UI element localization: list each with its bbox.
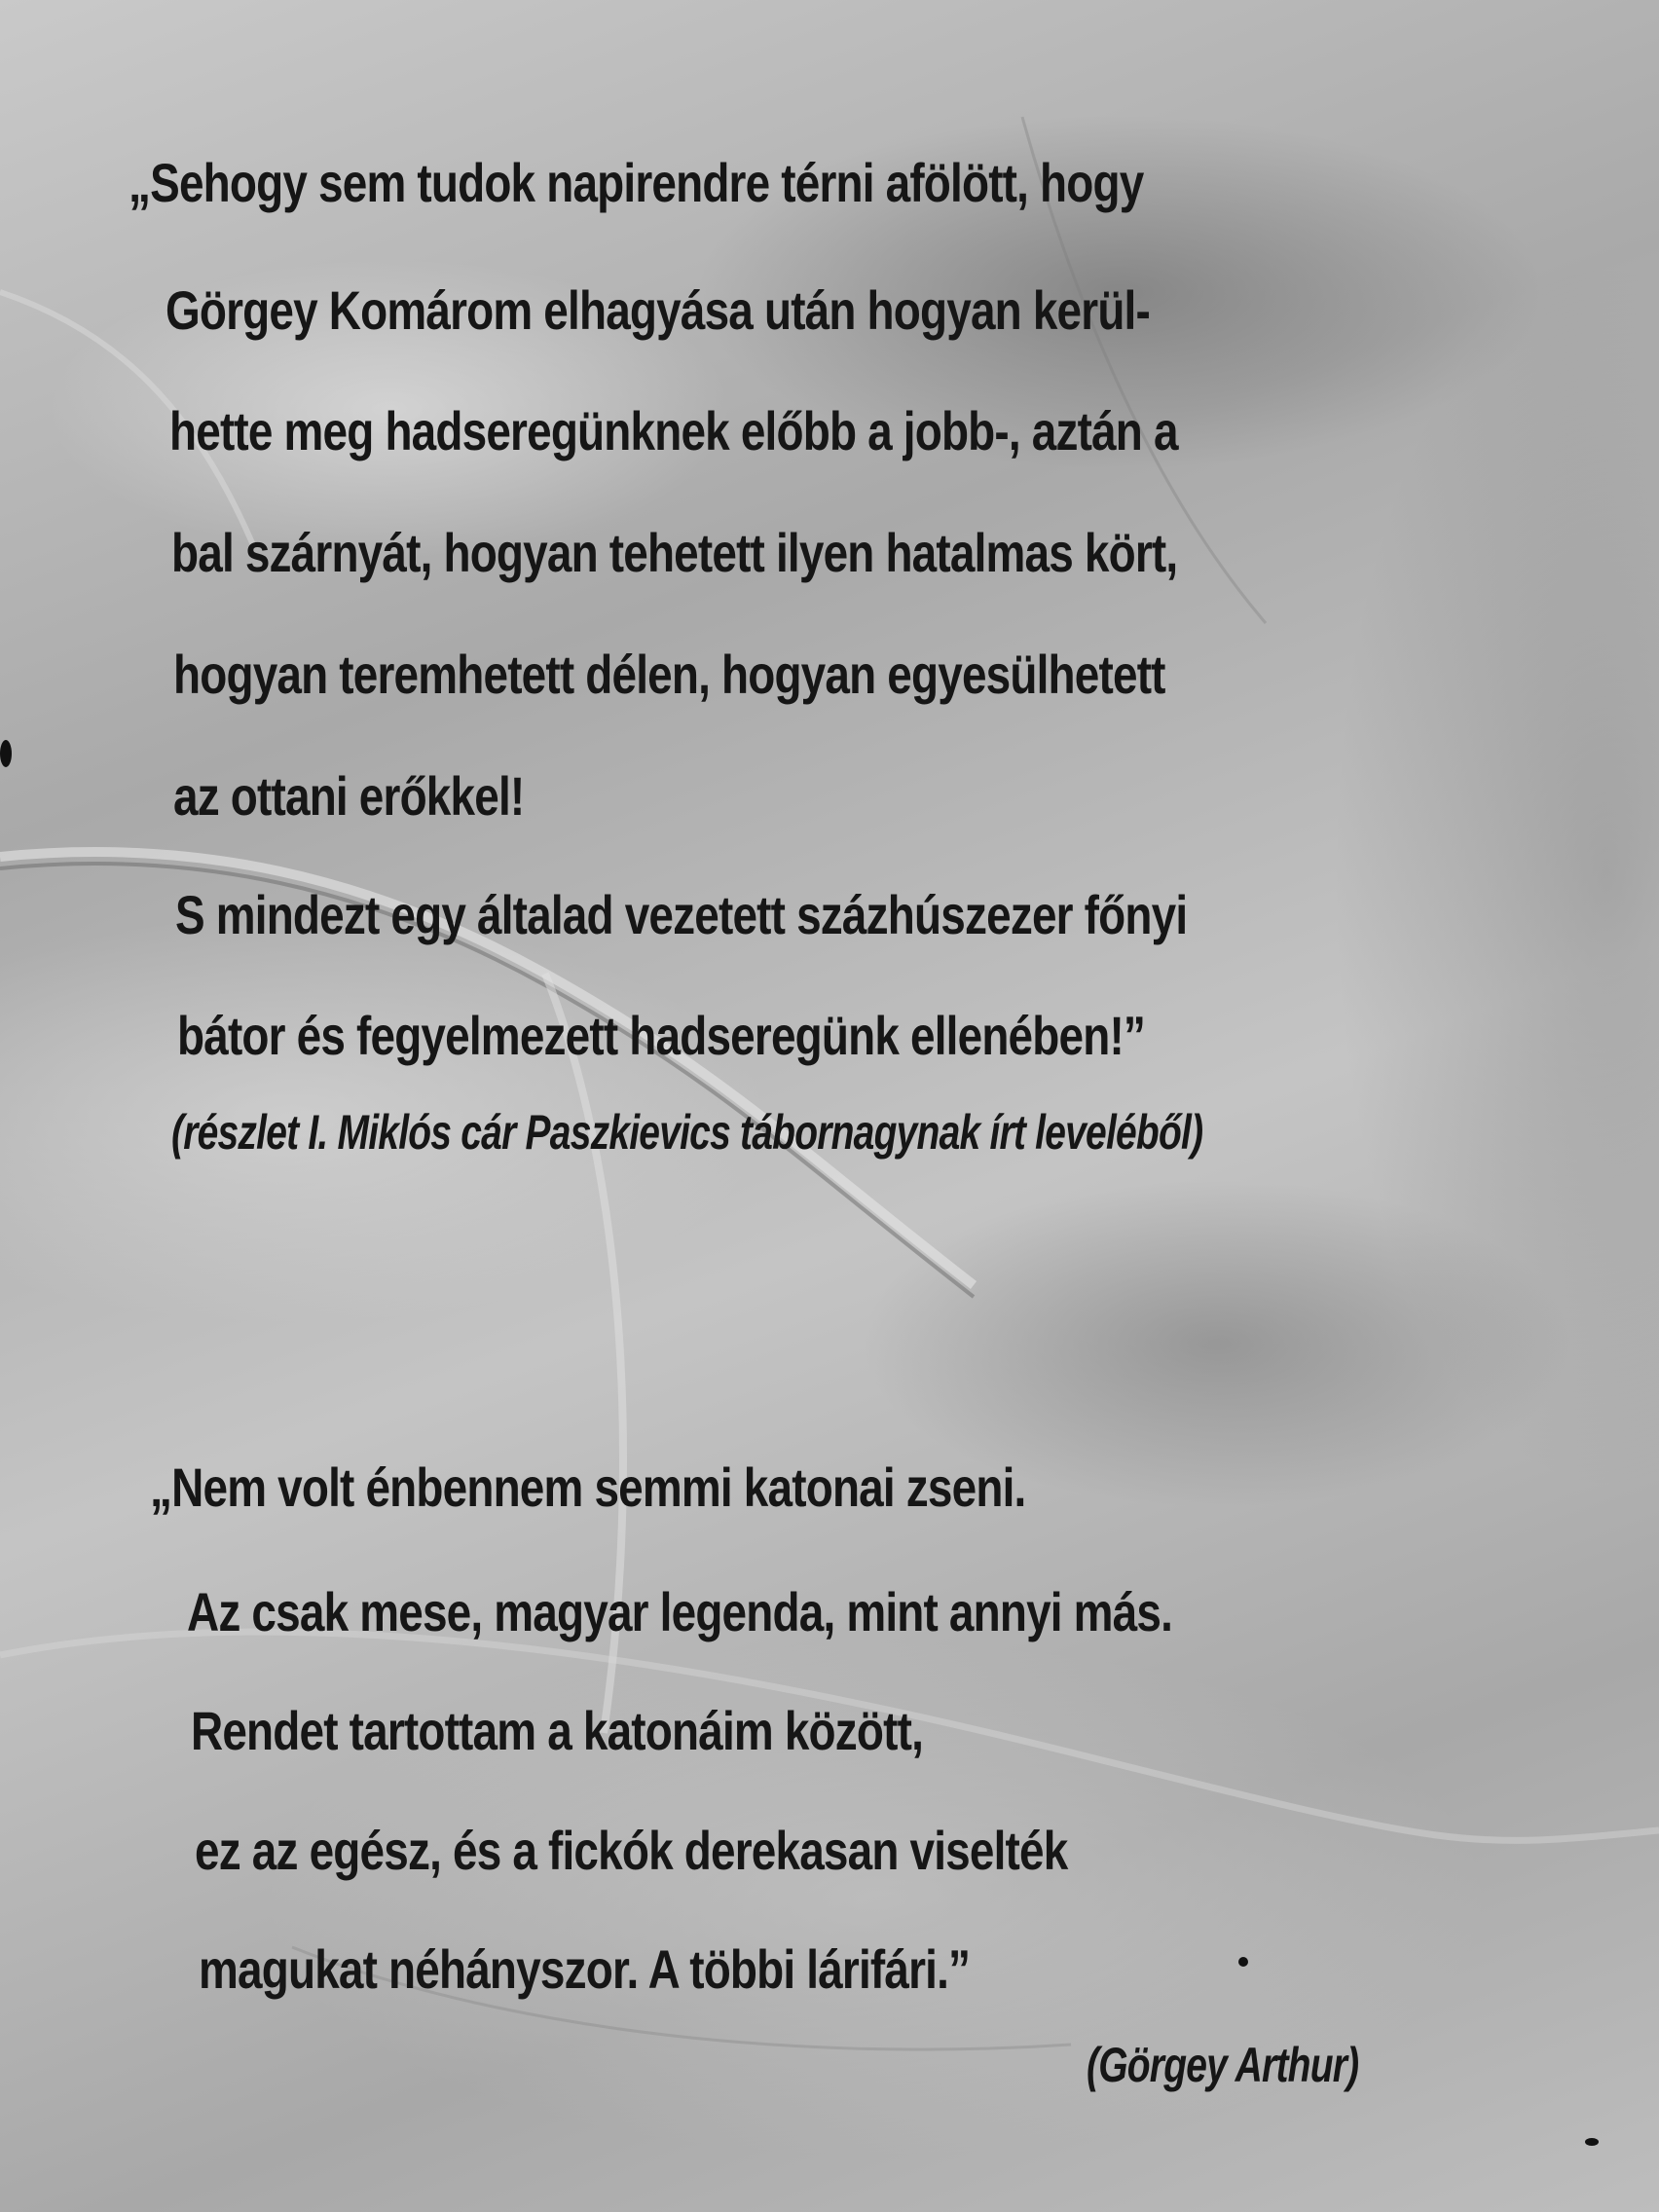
quote-attribution: (Görgey Arthur) xyxy=(1087,2038,1359,2092)
quote-line: Az csak mese, magyar legenda, mint annyi más. xyxy=(187,1581,1173,1642)
scan-speck xyxy=(1238,1957,1248,1967)
quote-line: magukat néhányszor. A többi lárifári.” xyxy=(199,1938,971,2000)
quote-attribution: (részlet I. Miklós cár Paszkievics tábornagynak írt leveléből) xyxy=(171,1105,1203,1160)
quote-line: az ottani erőkkel! xyxy=(173,765,525,827)
scan-speck xyxy=(1585,2138,1599,2146)
quote-line: hette meg hadseregünknek előbb a jobb-, aztán a xyxy=(169,400,1178,461)
quote-line: ez az egész, és a fickók derekasan viselték xyxy=(195,1820,1068,1881)
quote-line: S mindezt egy általad vezetett százhúszezer főnyi xyxy=(175,884,1188,945)
quote-line: Rendet tartottam a katonáim között, xyxy=(191,1700,924,1761)
quote-line: Görgey Komárom elhagyása után hogyan kerül- xyxy=(166,279,1150,341)
scan-speck xyxy=(0,740,12,767)
quote-line: „Sehogy sem tudok napirendre térni afölött, hogy xyxy=(129,152,1144,213)
quote-line: bal szárnyát, hogyan tehetett ilyen hatalmas kört, xyxy=(171,522,1178,583)
quote-line: bátor és fegyelmezett hadseregünk ellenében!” xyxy=(177,1005,1146,1066)
quote-line: „Nem volt énbennem semmi katonai zseni. xyxy=(150,1456,1026,1518)
quote-line: hogyan teremhetett délen, hogyan egyesülhetett xyxy=(173,644,1165,705)
